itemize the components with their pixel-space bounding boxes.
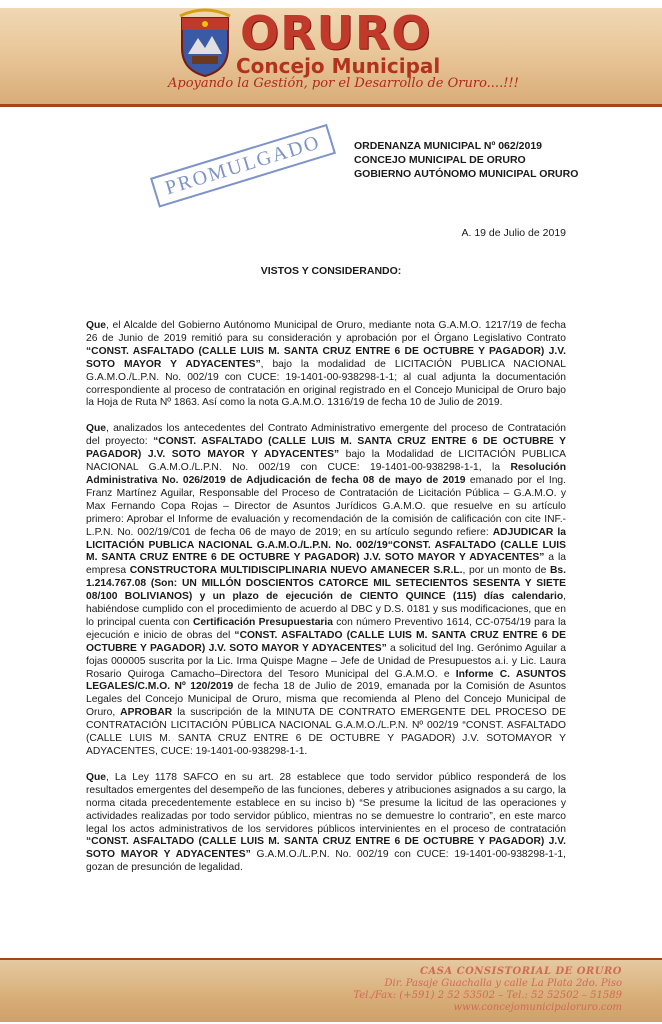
bold-text-run: “CONST. ASFALTADO (CALLE LUIS M. SANTA CRUZ ENTRE 6 DE OCTUBRE Y PAGADOR) J.V. SOTO MAYOR Y ADYACENTES” [86,436,566,461]
text-run: a la empresa [86,552,566,577]
brand-subtitle: Concejo Municipal [236,54,441,78]
text-run: con número Preventivo 1614, CC-0754/19 para la ejecución e inicio de obras del [86,616,566,641]
footer-title: CASA CONSISTORIAL DE ORURO [419,966,622,977]
document-date: A. 19 de Julio de 2019 [461,227,566,239]
bold-text-run: “CONST. ASFALTADO (CALLE LUIS M. SANTA CRUZ ENTRE 6 DE OCTUBRE Y PAGADOR) J.V. SOTO MAYOR Y ADYACENTES” [86,836,566,861]
bold-text-run: Que [86,771,107,783]
bold-text-run: CONSTRUCTORA MULTIDISCIPLINARIA NUEVO AMANECER S.R.L. [129,565,463,577]
council-name: CONCEJO MUNICIPAL DE ORURO [354,154,526,166]
text-run: bajo la Modalidad de LICITACIÓN PUBLICA NACIONAL G.A.M.O./L.P.N. No. 002/19 con CUCE: 19-1401-00-938298-1-1, la [86,449,566,474]
bold-text-run: ADJUDICAR la LICITACIÓN PUBLICA NACIONAL G.A.M.O./L.P.N. No. 002/19“CONST. ASFALTADO (CALLE LUIS M. SANTA CRUZ ENTRE 6 DE OCTUBRE Y PAGADOR) J.V. SOTO MAYOR Y ADYACENTES” [86,526,566,564]
text-run: de fecha 18 de Julio de 2019, emanada por la Comisión de Asuntos Legales del Concejo Municipal de Oruro, misma que recomienda al Pleno del Concejo Municipal de Oruro, [86,681,566,719]
bold-text-run: Que [86,423,107,435]
text-run: la suscripción de la MINUTA DE CONTRATO EMERGENTE DEL PROCESO DE CONTRATACIÓN LICITACIÓN PÚBLICA NACIONAL G.A.M.O./L.P.N. Nº 002/19 “CONST. ASFALTADO (CALLE LUIS M. SANTA CRUZ ENTRE 6 DE OCTUBRE Y PAGADOR) J.V. SOTOMAYOR Y ADYACENTES, CUCE: 19-1401-00-938298-1-1. [86,707,566,757]
text-run: emanado por el Ing. Franz Martínez Aguilar, Responsable del Proceso de Contratación de Licitación Pública – G.A.M.O. y Max Fernando Copa Rojas – Director de Asuntos Jurídicos G.A.M.O. que resuelve en su artículo primero: Aprobar el Informe de evaluación y recomendación de la comisión de calificación con cite INF.-L.P.N. No. 002/19/C01 de fecha 06 de mayo de 2019; en su artículo segundo refiere: [86,474,567,538]
letterhead [0,0,662,104]
footer-address: Dir. Pasaje Guachalla y calle La Plata 2do. Piso [384,978,622,989]
oruro-crest-icon [178,8,232,78]
ordinance-number: ORDENANZA MUNICIPAL Nº 062/2019 [354,140,543,152]
bold-text-run: Bs. 1.214.767.08 (Son: UN MILLÓN DOSCIENTOS CATORCE MIL SETECIENTOS SESENTA Y SIETE 08/100 BOLIVIANOS) y un plazo de ejecución de CIENTO QUINCE (115) días calendario [86,565,566,603]
government-name: GOBIERNO AUTÓNOMO MUNICIPAL ORURO [354,168,579,180]
bold-text-run: Informe C. ASUNTOS LEGALES/C.M.O. Nº 120/2019 [86,668,566,693]
text-run: , el Alcalde del Gobierno Autónomo Municipal de Oruro, mediante nota G.A.M.O. 1217/19 de fecha 26 de Junio de 2019 remitió para su consideración y aprobación por el Órgano Legislativo Contrato [86,320,566,344]
text-run: a solicitud del Ing. Gerónimo Aguilar a fojas 000005 suscrita por la Lic. Irma Quispe Magne – Jefe de Unidad de Presupuestos a.i. y Lic. Laura Rosario Quiroga Camacho–Directora del Tesoro Municipal del G.A.M.O. e [86,642,566,680]
bold-text-run: APROBAR [120,707,173,719]
text-run: , habiéndose cumplido con el procedimiento de acuerdo al DBC y D.S. 0181 y sus modificaciones, que en lo principal cuenta con [86,591,566,628]
promulgado-stamp: PROMULGADO [150,124,336,208]
text-run: , La Ley 1178 SAFCO en su art. 28 establece que todo servidor público responderá de los resultados emergentes del desempeño de las funciones, deberes y atribuciones asignados a su cargo, la norma citada precedentemente establece en su inciso b) “Se presume la licitud de las operaciones y actividades realizadas por todo servidor público, mientras no se demuestre lo contrario”, en este marco legal los actos administrativos de los servidores públicos intervinientes en el proceso de contratación [86,771,566,835]
text-run: , analizados los antecedentes del Contrato Administrativo emergente del proceso de Contratación del proyecto: [86,423,566,448]
section-title: VISTOS Y CONSIDERANDO: [260,265,402,277]
paragraph-3 [86,772,566,875]
document-body [86,320,566,888]
brand-name: ORURO [240,6,432,60]
bold-text-run: “CONST. ASFALTADO (CALLE LUIS M. SANTA CRUZ ENTRE 6 DE OCTUBRE Y PAGADOR) J.V. SOTO MAYOR Y ADYACENTES” [86,345,566,370]
footer-web: www.concejomunicipaloruro.com [453,1002,622,1013]
ordinance-heading [354,139,578,181]
paragraph-2 [86,423,566,759]
footer-contact [353,966,622,1014]
letterhead-footer [0,958,662,1022]
bold-text-run: Que [86,320,107,331]
bold-text-run: Certificación Presupuestaria [192,616,334,628]
text-run: , bajo la modalidad de LICITACIÓN PUBLICA NACIONAL G.A.M.O./L.P.N. No. 002/19 con CUCE: 19-1401-00-938298-1-1; al cual adjunta la documentación correspondiente al proceso de contratación en original registrado en el Concejo Municipal de Oruro bajo la Hoja de Ruta Nº 1863. Así como la nota G.A.M.O. 1316/19 de fecha 10 de Julio de 2019. [86,358,566,409]
bold-text-run: “CONST. ASFALTADO (CALLE LUIS M. SANTA CRUZ ENTRE 6 DE OCTUBRE Y PAGADOR) J.V. SOTO MAYOR Y ADYACENTES” [86,629,566,654]
text-run: G.A.M.O./L.P.N. No. 002/19 con CUCE: 19-1401-00-938298-1-1, gozan de presunción de legalidad. [86,849,566,874]
brand-slogan: Apoyando la Gestión, por el Desarrollo de Oruro....!!! [168,76,519,91]
text-run: , por un monto de [462,565,550,577]
footer-phones: Tel./Fax: (+591) 2 52 53502 – Tel.: 52 52502 – 51589 [353,990,622,1001]
paragraph-1 [86,320,566,410]
bold-text-run: Resolución Administrativa No. 026/2019 de Adjudicación de fecha 08 de mayo de 2019 [86,462,566,486]
